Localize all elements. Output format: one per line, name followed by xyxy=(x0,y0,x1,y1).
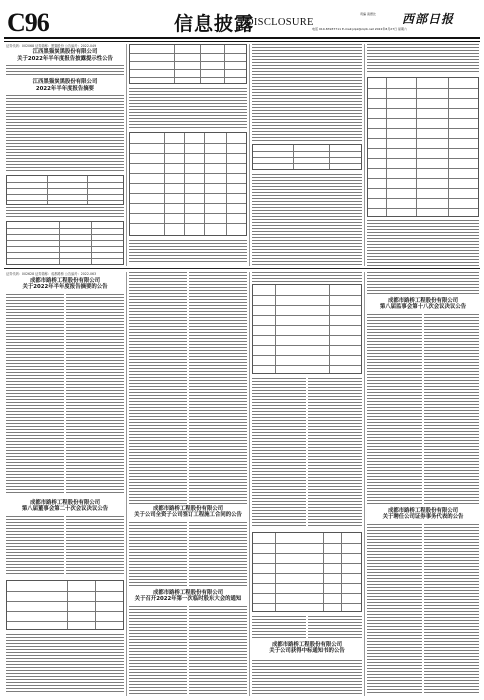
announcement-header xyxy=(129,506,247,519)
announcement-company: 江西黑猫炭黑股份有限公司 xyxy=(32,49,98,55)
announcement-header xyxy=(129,590,247,603)
code-line: 证券代码：002068 证券简称：黑猫股份 公告编号：2022-049 xyxy=(6,44,97,48)
data-table xyxy=(129,44,247,84)
data-table xyxy=(6,580,124,630)
header-rule xyxy=(4,37,480,39)
announcement-header xyxy=(6,500,124,513)
data-table xyxy=(129,132,247,236)
announcement-title: 关于2022年半年度报告披露提示性公告 xyxy=(17,56,113,62)
announcement-company: 成都市路桥工程股份有限公司 xyxy=(387,298,459,304)
data-table xyxy=(252,284,362,374)
code-line: 证券代码：002628 证券简称：成都路桥 公告编号：2022-063 xyxy=(6,272,97,276)
announcement-title: 关于聘任公司证券事务代表的公告 xyxy=(382,514,464,521)
data-table xyxy=(252,144,362,170)
announcement-company: 成都市路桥工程股份有限公司 xyxy=(29,278,101,284)
editor-line: 责编 查德比 xyxy=(360,12,376,16)
top-text-column xyxy=(252,44,362,266)
contact-line: 电话 010-83937711 E-mail:jzpz@zqrb.net 2022年8月27日 星期六 xyxy=(312,27,408,31)
announcement-title: 2022年半年度报告摘要 xyxy=(35,86,95,92)
data-table xyxy=(6,175,124,205)
announcement-title: 关于公司全资子公司签订工程施工合同的公告 xyxy=(134,512,242,519)
announcement-company: 成都市路桥工程股份有限公司 xyxy=(29,500,101,506)
announcement-title: 第八届董事会第二十次会议决议公告 xyxy=(21,506,109,513)
data-table xyxy=(6,221,124,265)
page-number: C96 xyxy=(7,8,49,37)
announcement-title: 第八届监事会第十八次会议决议公告 xyxy=(379,304,467,311)
announcement-company: 成都市路桥工程股份有限公司 xyxy=(271,642,343,648)
section-subtitle: DISCLOSURE xyxy=(246,17,314,28)
announcement-header xyxy=(252,642,362,655)
top-right-column xyxy=(367,44,479,266)
announcement-header xyxy=(367,508,479,521)
masthead-logo: 西部日报 xyxy=(402,12,455,26)
announcement-company: 江西黑猫炭黑股份有限公司 xyxy=(32,79,98,85)
announcement-header xyxy=(367,298,479,311)
top-left-column xyxy=(6,44,124,266)
top-middle-table-column xyxy=(129,44,247,266)
data-table xyxy=(367,77,479,217)
data-table xyxy=(252,532,362,612)
announcement-company: 成都市路桥工程股份有限公司 xyxy=(387,508,459,514)
announcement-title: 关于公司获得中标通知书的公告 xyxy=(269,648,345,655)
announcement-header xyxy=(6,278,124,291)
section-title: 信息披露 xyxy=(174,13,255,35)
header-rule-thin xyxy=(4,41,480,42)
announcement-title: 关于召开2022年第一次临时股东大会的通知 xyxy=(134,596,242,603)
section-divider xyxy=(4,268,480,269)
announcement-title: 关于2022年半年度报告摘要的公告 xyxy=(22,284,108,291)
announcement-company: 成都市路桥工程股份有限公司 xyxy=(152,506,224,512)
announcement-company: 成都市路桥工程股份有限公司 xyxy=(152,590,224,596)
